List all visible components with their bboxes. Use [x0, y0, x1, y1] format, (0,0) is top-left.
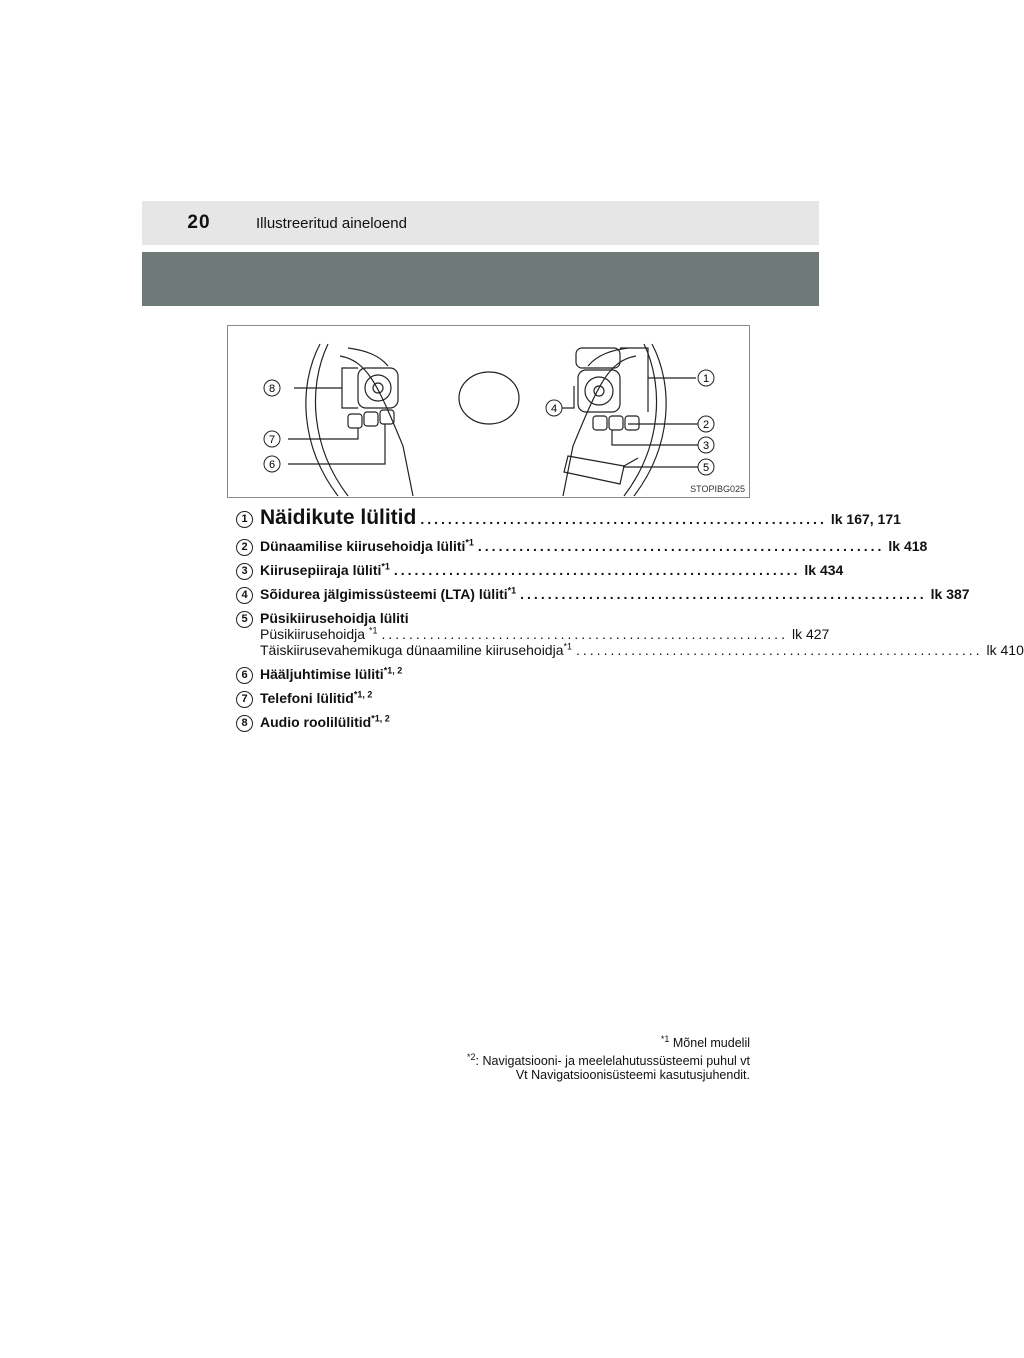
subitem-row: Püsikiirusehoidja $^{*1}$ ........................................................... lk 427	[260, 625, 830, 642]
item-number: 5	[236, 611, 253, 628]
svg-text:8: 8	[268, 383, 276, 395]
subitem-ref: lk 427	[791, 626, 830, 642]
item-label: Hääljuhtimise lüliti	[260, 666, 384, 682]
item-number: 7	[236, 691, 253, 708]
callout-7	[264, 431, 280, 447]
footnote-mark: *1	[368, 625, 378, 636]
item-list	[236, 506, 1024, 730]
item-ref: lk 167, 171	[830, 511, 901, 527]
item-label: Püsikiirusehoidja lüliti	[260, 610, 409, 626]
callout-6	[264, 456, 280, 472]
footnote-mark: *1	[465, 537, 474, 548]
item-label: Telefoni lülitid	[260, 690, 354, 706]
footnotes	[467, 1033, 750, 1086]
footnote-mark: *1	[381, 561, 390, 572]
item-label: Näidikute lülitid	[260, 506, 417, 529]
item-number: 4	[236, 587, 253, 604]
item-ref: lk 434	[804, 562, 844, 578]
footnote-mark: *1, 2	[383, 665, 403, 676]
list-item-8	[236, 714, 722, 730]
item-label: Sõidurea jälgimissüsteemi (LTA) lüliti	[260, 586, 508, 602]
subitem-label: Täiskiirusevahemikuga dünaamiline kiirusehoidja	[260, 642, 564, 658]
steering-wheel-drawing	[228, 326, 749, 497]
list-item-1: 1 Näidikute lülitid ........................................................... lk 167, 171	[236, 506, 722, 530]
item-number: 2	[236, 539, 253, 556]
callout-8	[264, 380, 280, 396]
footnote-1: $^{*1}$ Mõnel mudelil	[660, 1033, 750, 1050]
list-item-2: 2 Dünaamilise kiirusehoidja lüliti$^{*1}$ ........................................................... lk 418	[236, 538, 722, 554]
callout-5	[698, 459, 714, 475]
callout-2	[698, 416, 714, 432]
list-item-4: 4 Sõidurea jälgimissüsteemi (LTA) lüliti$^{*1}$ ........................................................... lk 387	[236, 586, 722, 602]
callout-4	[546, 400, 562, 416]
svg-text:5: 5	[702, 462, 710, 474]
item-number: 6	[236, 667, 253, 684]
section-band	[142, 252, 819, 306]
svg-text:6: 6	[268, 459, 276, 471]
page-title: Illustreeritud aineloend	[256, 214, 407, 232]
steering-wheel-illustration	[227, 325, 750, 498]
list-item-6	[236, 666, 722, 682]
svg-text:2: 2	[702, 419, 710, 431]
item-number: 1	[236, 511, 253, 528]
item-label: Dünaamilise kiirusehoidja lüliti	[260, 538, 466, 554]
footnote-mark: *1, 2	[353, 689, 373, 700]
item-ref: lk 418	[888, 538, 928, 554]
page-header	[142, 201, 819, 245]
item-number: 3	[236, 563, 253, 580]
footnote-2-line-2: Vt Navigatsioonisüsteemi kasutusjuhendit.	[515, 1068, 750, 1082]
svg-text:4: 4	[550, 403, 558, 415]
svg-text:7: 7	[268, 434, 276, 446]
svg-text:3: 3	[702, 440, 710, 452]
item-label: Audio roolilülitid	[260, 714, 372, 730]
subitem-label: Püsikiirusehoidja	[260, 626, 369, 642]
callout-1	[698, 370, 714, 386]
figure-code: STOPIBG025	[690, 484, 745, 494]
footnote-mark: *1	[563, 641, 573, 652]
list-item-3: 3 Kiirusepiiraja lüliti$^{*1}$ ........................................................... lk 434	[236, 562, 722, 578]
list-item-7	[236, 690, 722, 706]
svg-text:1: 1	[702, 373, 710, 385]
page-number: 20	[187, 212, 211, 233]
subitem-ref: lk 410	[986, 642, 1024, 658]
item-label: Kiirusepiiraja lüliti	[260, 562, 382, 578]
list-item-5	[236, 610, 1024, 658]
footnote-mark: *1, 2	[371, 713, 390, 724]
item-number: 8	[236, 715, 253, 732]
footnote-2: $^{*2}$: Navigatsiooni- ja meelelahutussüsteemi puhul vt	[467, 1051, 750, 1068]
footnote-mark: *1	[507, 585, 517, 596]
callout-3	[698, 437, 714, 453]
item-ref: lk 387	[930, 586, 970, 602]
subitem-row: Täiskiirusevahemikuga dünaamiline kiirusehoidja$^{*1}$ ........................................................... lk 410	[260, 641, 1024, 658]
